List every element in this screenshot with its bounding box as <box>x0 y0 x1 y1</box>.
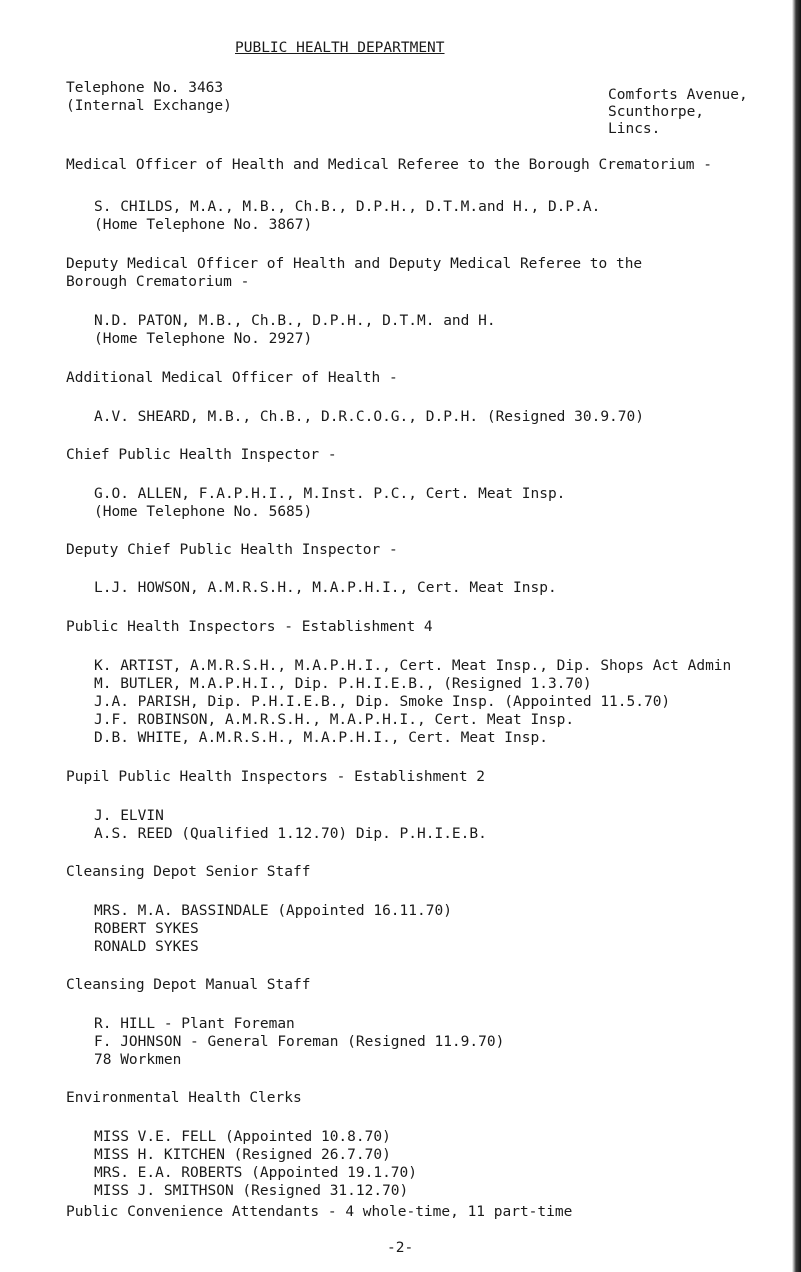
department-title: PUBLIC HEALTH DEPARTMENT <box>235 40 445 56</box>
section-heading-chief-phi: Chief Public Health Inspector - <box>66 447 337 463</box>
section-heading-pupil-phi: Pupil Public Health Inspectors - Establishment 2 <box>66 769 486 785</box>
section-heading-phi: Public Health Inspectors - Establishment 4 <box>66 619 433 635</box>
staff-line: RONALD SYKES <box>94 939 199 955</box>
telephone-number: Telephone No. 3463 <box>66 80 224 96</box>
staff-line: ROBERT SYKES <box>94 921 199 937</box>
staff-line: M. BUTLER, M.A.P.H.I., Dip. P.H.I.E.B., (Resigned 1.3.70) <box>94 676 592 692</box>
staff-line: (Home Telephone No. 5685) <box>94 504 313 520</box>
convenience-attendants-line: Public Convenience Attendants - 4 whole-time, 11 part-time <box>66 1204 573 1220</box>
address-town: Scunthorpe, <box>608 104 705 120</box>
section-heading-deputy-chief-phi: Deputy Chief Public Health Inspector - <box>66 542 398 558</box>
staff-line: S. CHILDS, M.A., M.B., Ch.B., D.P.H., D.T.M.and H., D.P.A. <box>94 199 601 215</box>
scan-edge-shadow <box>792 0 801 1272</box>
address-county: Lincs. <box>608 121 661 137</box>
staff-line: R. HILL - Plant Foreman <box>94 1016 295 1032</box>
staff-line: J.F. ROBINSON, A.M.R.S.H., M.A.P.H.I., Cert. Meat Insp. <box>94 712 575 728</box>
staff-line: N.D. PATON, M.B., Ch.B., D.P.H., D.T.M. and H. <box>94 313 496 329</box>
telephone-exchange: (Internal Exchange) <box>66 98 232 114</box>
section-heading-moh: Medical Officer of Health and Medical Referee to the Borough Crematorium - <box>66 157 713 173</box>
staff-line: K. ARTIST, A.M.R.S.H., M.A.P.H.I., Cert. Meat Insp., Dip. Shops Act Admin <box>94 658 732 674</box>
staff-line: MISS J. SMITHSON (Resigned 31.12.70) <box>94 1183 409 1199</box>
section-heading-depot-manual: Cleansing Depot Manual Staff <box>66 977 311 993</box>
staff-line: L.J. HOWSON, A.M.R.S.H., M.A.P.H.I., Cert. Meat Insp. <box>94 580 557 596</box>
address-street: Comforts Avenue, <box>608 87 748 103</box>
staff-line: A.S. REED (Qualified 1.12.70) Dip. P.H.I.E.B. <box>94 826 487 842</box>
staff-line: G.O. ALLEN, F.A.P.H.I., M.Inst. P.C., Cert. Meat Insp. <box>94 486 566 502</box>
staff-line: (Home Telephone No. 2927) <box>94 331 313 347</box>
section-heading-depot-senior: Cleansing Depot Senior Staff <box>66 864 311 880</box>
staff-line: J.A. PARISH, Dip. P.H.I.E.B., Dip. Smoke Insp. (Appointed 11.5.70) <box>94 694 671 710</box>
section-heading-deputy-moh-cont: Borough Crematorium - <box>66 274 250 290</box>
staff-line: MRS. E.A. ROBERTS (Appointed 19.1.70) <box>94 1165 418 1181</box>
staff-line: F. JOHNSON - General Foreman (Resigned 11.9.70) <box>94 1034 505 1050</box>
staff-line: MRS. M.A. BASSINDALE (Appointed 16.11.70) <box>94 903 452 919</box>
staff-line: J. ELVIN <box>94 808 164 824</box>
section-heading-additional-moh: Additional Medical Officer of Health - <box>66 370 398 386</box>
staff-line: A.V. SHEARD, M.B., Ch.B., D.R.C.O.G., D.P.H. (Resigned 30.9.70) <box>94 409 644 425</box>
section-heading-deputy-moh: Deputy Medical Officer of Health and Deputy Medical Referee to the <box>66 256 643 272</box>
staff-line: MISS H. KITCHEN (Resigned 26.7.70) <box>94 1147 391 1163</box>
staff-line: (Home Telephone No. 3867) <box>94 217 313 233</box>
staff-line: 78 Workmen <box>94 1052 182 1068</box>
staff-line: D.B. WHITE, A.M.R.S.H., M.A.P.H.I., Cert. Meat Insp. <box>94 730 548 746</box>
section-heading-clerks: Environmental Health Clerks <box>66 1090 302 1106</box>
staff-line: MISS V.E. FELL (Appointed 10.8.70) <box>94 1129 391 1145</box>
page-number: -2- <box>387 1240 414 1256</box>
